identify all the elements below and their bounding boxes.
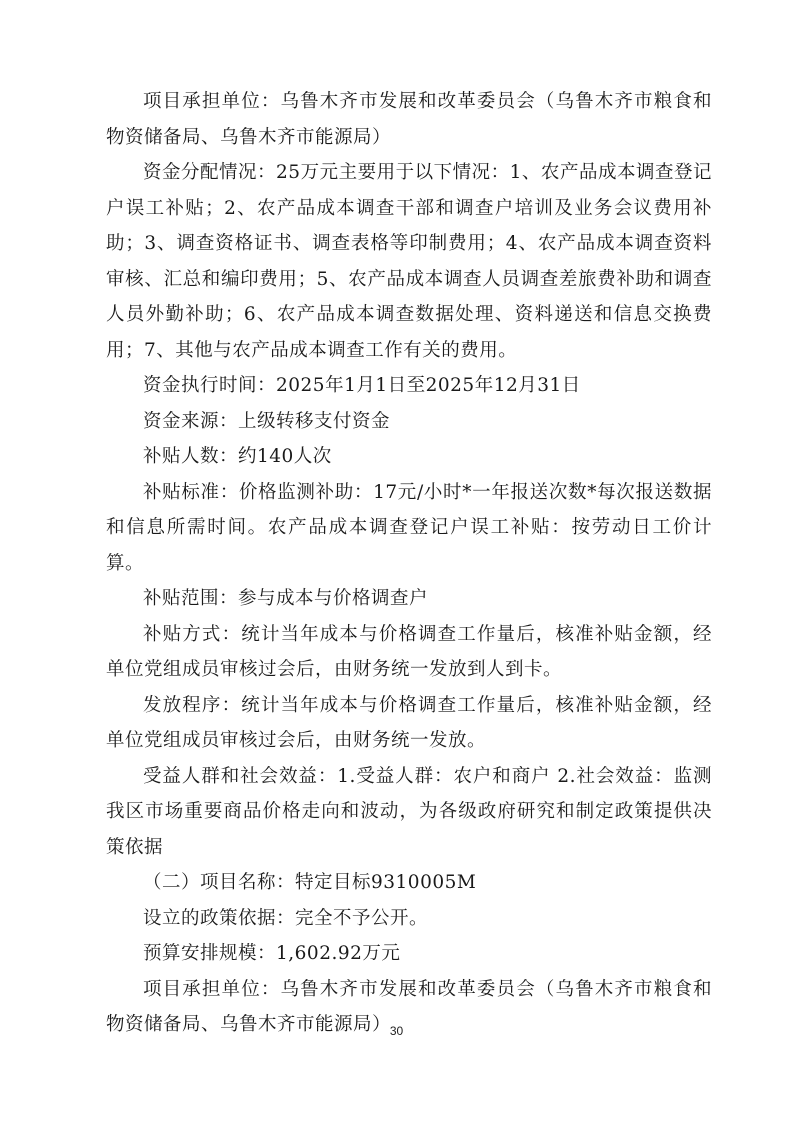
paragraph-fund-allocation: 资金分配情况：25万元主要用于以下情况：1、农产品成本调查登记户误工补贴；2、农产品成本调查干部和调查户培训及业务会议费用补助；3、调查资格证书、调查表格等印制费用；4、农产品成本调查资料审核、汇总和编印费用；5、农产品成本调查人员调查差旅费补助和调查人员外勤补助；6、农产品成本调查数据处理、资料递送和信息交换费用；7、其他与农产品成本调查工作有关的费用。 — [106, 162, 712, 361]
paragraph-fund-source: 资金来源：上级转移支付资金 — [143, 410, 391, 432]
paragraph-payment-procedure: 发放程序：统计当年成本与价格调查工作量后，核准补贴金额，经单位党组成员审核过会后，由财务统一发放。 — [106, 694, 712, 751]
paragraph-policy-basis: 设立的政策依据：完全不予公开。 — [143, 907, 429, 929]
paragraph-subsidy-scope: 补贴范围：参与成本与价格调查户 — [143, 588, 429, 609]
paragraph-budget-scale: 预算安排规模：1,602.92万元 — [143, 943, 401, 964]
paragraph-project-unit: 项目承担单位：乌鲁木齐市发展和改革委员会（乌鲁木齐市粮食和物资储备局、乌鲁木齐市能源局） — [106, 91, 712, 148]
paragraph-execution-time: 资金执行时间：2025年1月1日至2025年12月31日 — [143, 375, 581, 396]
paragraph-subsidy-method: 补贴方式：统计当年成本与价格调查工作量后，核准补贴金额，经单位党组成员审核过会后，由财务统一发放到人到卡。 — [106, 623, 712, 680]
paragraph-project-name: （二）项目名称：特定目标9310005M — [143, 872, 477, 893]
paragraph-subsidy-count: 补贴人数：约140人次 — [143, 446, 332, 467]
paragraph-subsidy-standard: 补贴标准：价格监测补助：17元/小时*一年报送次数*每次报送数据和信息所需时间。农产品成本调查登记户误工补贴：按劳动日工价计算。 — [106, 481, 712, 574]
paragraph-beneficiaries: 受益人群和社会效益：1.受益人群：农户和商户 2.社会效益：监测我区市场重要商品价格走向和波动，为各级政府研究和制定政策提供决策依据 — [106, 765, 712, 858]
paragraph-project-unit-2: 项目承担单位：乌鲁木齐市发展和改革委员会（乌鲁木齐市粮食和物资储备局、乌鲁木齐市能源局） — [106, 978, 712, 1035]
page-number: 30 — [389, 1024, 404, 1038]
document-body — [106, 84, 712, 1043]
